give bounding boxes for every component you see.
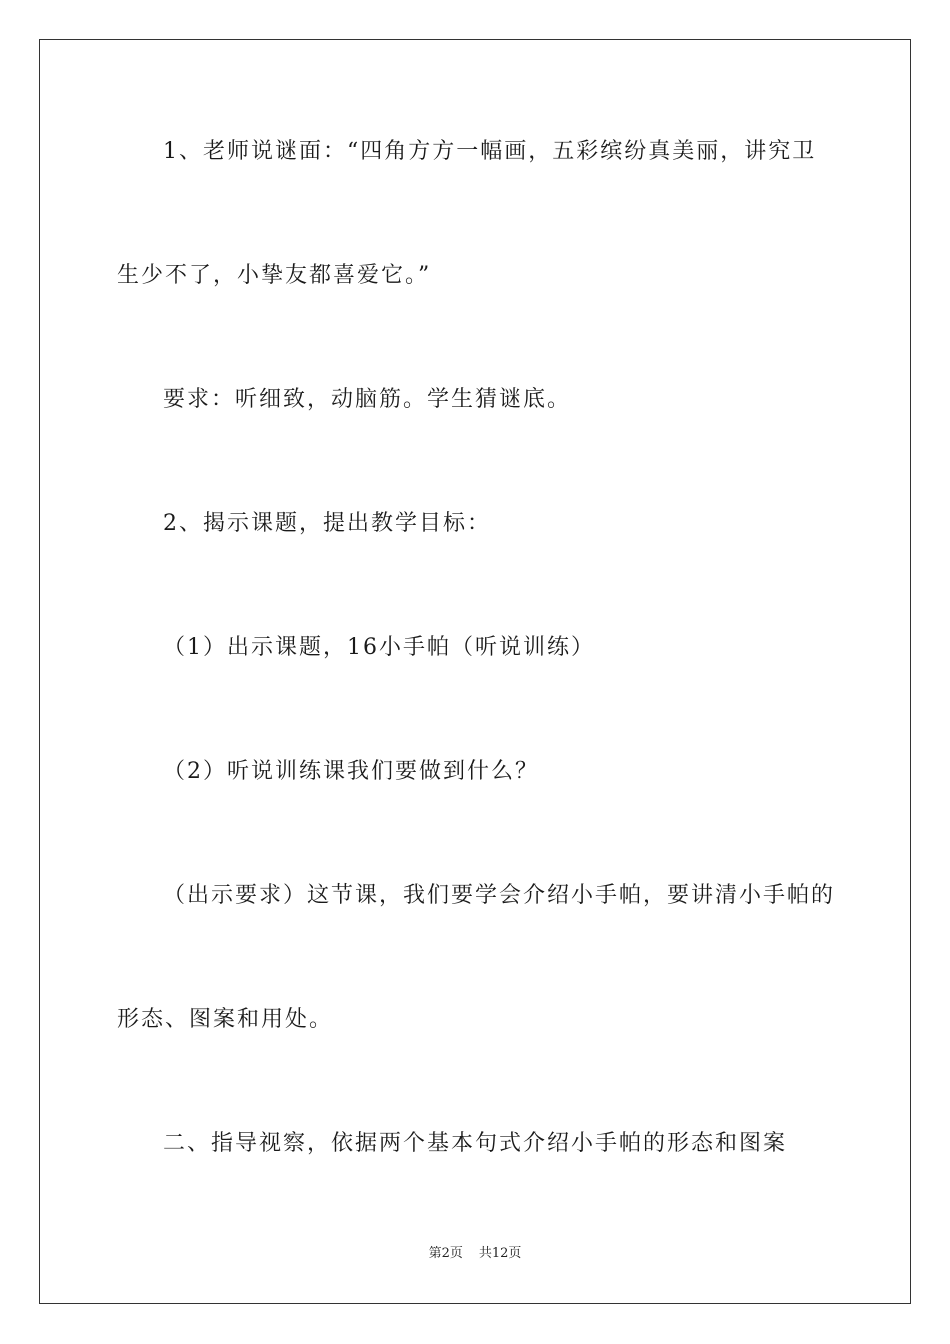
sub-item-1: （1）出示课题，16小手帕（听说训练） xyxy=(163,635,595,660)
step-2-heading: 2、揭示课题，提出教学目标： xyxy=(163,511,491,536)
riddle-line-1: 1、老师说谜面：“四角方方一幅画，五彩缤纷真美丽，讲究卫 xyxy=(163,139,817,164)
section-2-heading: 二、指导视察，依据两个基本句式介绍小手帕的形态和图案 xyxy=(163,1131,788,1156)
requirement-line: 要求：听细致，动脑筋。学生猜谜底。 xyxy=(163,387,572,412)
requirement-detail-line-2: 形态、图案和用处。 xyxy=(117,1007,334,1032)
page-total: 共12页 xyxy=(478,1246,522,1261)
page-border xyxy=(39,39,911,1304)
page-footer xyxy=(0,1245,950,1263)
page-number: 第2页 xyxy=(428,1246,463,1261)
sub-item-2: （2）听说训练课我们要做到什么？ xyxy=(163,759,539,784)
riddle-line-2: 生少不了，小挚友都喜爱它。” xyxy=(117,263,432,288)
requirement-detail-line-1: （出示要求）这节课，我们要学会介绍小手帕，要讲清小手帕的 xyxy=(163,883,836,908)
